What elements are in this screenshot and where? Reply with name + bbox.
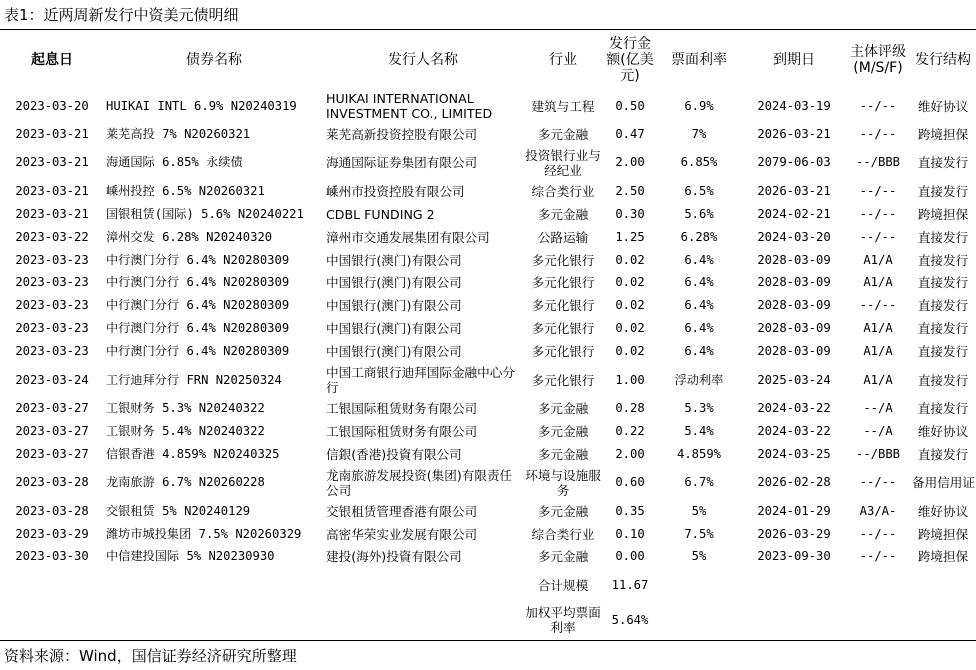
table-row [0, 466, 976, 500]
table-row [0, 294, 976, 317]
summary-avg-coupon-label: 加权平均票面利率 [525, 605, 601, 636]
cell-bond-name: HUIKAI INTL 6.9% N20240319 [106, 98, 297, 113]
cell-rating: A1/A [863, 252, 893, 267]
cell-bond-name: 龙南旅游 6.7% N20260228 [106, 475, 265, 490]
cell-date: 2023-03-21 [15, 155, 89, 170]
header-row [0, 31, 976, 89]
cell-date: 2023-03-28 [15, 475, 89, 490]
col-header-coupon: 票面利率 [671, 52, 727, 68]
cell-amount: 1.25 [615, 229, 645, 244]
cell-coupon: 5% [691, 549, 707, 564]
cell-bond-name: 潍坊市城投集团 7.5% N20260329 [106, 526, 302, 541]
cell-rating: --/-- [859, 298, 897, 313]
cell-bond-name: 中行澳门分行 6.4% N20280309 [106, 298, 290, 313]
empty-cell [324, 602, 522, 638]
table-row [0, 271, 976, 294]
cell-bond-name: 国银租赁(国际) 5.6% N20240221 [106, 206, 304, 221]
cell-structure: 维好协议 [917, 423, 969, 439]
cell-structure: 直接发行 [917, 344, 969, 360]
empty-cell [742, 602, 846, 638]
cell-industry: 多元金融 [537, 549, 589, 565]
cell-structure: 直接发行 [917, 183, 969, 199]
cell-maturity: 2026-03-29 [757, 526, 831, 541]
cell-bond-name: 工行迪拜分行 FRN N20250324 [106, 372, 282, 387]
cell-industry: 公路运输 [537, 229, 589, 245]
cell-rating: A1/A [863, 344, 893, 359]
cell-rating: --/A [863, 423, 893, 438]
empty-cell [104, 568, 324, 602]
col-header-structure: 发行结构 [915, 52, 971, 68]
cell-industry: 多元化银行 [531, 344, 595, 360]
cell-structure: 直接发行 [917, 446, 969, 462]
table-row [0, 443, 976, 466]
cell-amount: 0.02 [615, 252, 645, 267]
cell-issuer: 中国银行(澳门)有限公司 [326, 252, 462, 268]
table-row [0, 545, 976, 568]
table-top-rule [0, 29, 976, 30]
cell-maturity: 2025-03-24 [757, 372, 831, 387]
cell-structure: 直接发行 [917, 372, 969, 388]
cell-bond-name: 中行澳门分行 6.4% N20280309 [106, 321, 290, 336]
cell-structure: 维好协议 [917, 503, 969, 519]
cell-maturity: 2024-02-21 [757, 206, 831, 221]
summary-total-value: 11.67 [611, 577, 649, 592]
cell-coupon: 7% [691, 126, 707, 141]
cell-coupon: 7.5% [684, 526, 714, 541]
table-row [0, 180, 976, 203]
bond-table [0, 31, 976, 638]
cell-rating: --/-- [859, 475, 897, 490]
table-row [0, 363, 976, 397]
cell-structure: 直接发行 [917, 155, 969, 171]
cell-issuer: 嵊州市投资控股有限公司 [326, 183, 465, 199]
cell-coupon: 6.5% [684, 183, 714, 198]
cell-coupon: 5.3% [684, 400, 714, 415]
table-row [0, 249, 976, 272]
cell-issuer: 中国银行(澳门)有限公司 [326, 321, 462, 337]
empty-cell [656, 602, 742, 638]
cell-industry: 多元化银行 [531, 275, 595, 291]
cell-maturity: 2026-03-21 [757, 183, 831, 198]
cell-issuer: 龙南旅游发展投资(集团)有限责任公司 [326, 467, 513, 498]
cell-maturity: 2024-03-25 [757, 446, 831, 461]
summary-avg-coupon [0, 602, 976, 638]
cell-amount: 0.50 [615, 98, 645, 113]
cell-rating: --/-- [859, 126, 897, 141]
cell-bond-name: 中信建投国际 5% N20230930 [106, 549, 275, 564]
cell-industry: 投资银行业与经纪业 [525, 147, 601, 178]
cell-date: 2023-03-21 [15, 126, 89, 141]
cell-bond-name: 交银租赁 5% N20240129 [106, 503, 251, 518]
cell-coupon: 5.4% [684, 423, 714, 438]
cell-coupon: 6.7% [684, 475, 714, 490]
cell-rating: A1/A [863, 321, 893, 336]
cell-date: 2023-03-29 [15, 526, 89, 541]
cell-amount: 0.02 [615, 298, 645, 313]
cell-industry: 多元金融 [537, 446, 589, 462]
table-row [0, 123, 976, 146]
cell-rating: --/-- [859, 526, 897, 541]
cell-date: 2023-03-21 [15, 183, 89, 198]
cell-maturity: 2024-03-19 [757, 98, 831, 113]
cell-industry: 多元化银行 [531, 252, 595, 268]
source-note: 资料来源：Wind，国信证券经济研究所整理 [4, 647, 297, 665]
col-header-date: 起息日 [31, 52, 73, 68]
cell-industry: 多元化银行 [531, 372, 595, 388]
cell-maturity: 2026-02-28 [757, 475, 831, 490]
cell-industry: 建筑与工程 [531, 98, 595, 114]
empty-cell [846, 568, 910, 602]
cell-amount: 0.22 [615, 423, 645, 438]
cell-amount: 0.35 [615, 503, 645, 518]
cell-issuer: 漳州市交通发展集团有限公司 [326, 229, 490, 245]
cell-rating: A3/A- [859, 503, 897, 518]
cell-bond-name: 工银财务 5.3% N20240322 [106, 400, 265, 415]
cell-issuer: CDBL FUNDING 2 [326, 206, 435, 222]
cell-structure: 直接发行 [917, 252, 969, 268]
empty-cell [846, 602, 910, 638]
cell-amount: 0.60 [615, 475, 645, 490]
empty-cell [742, 568, 846, 602]
cell-bond-name: 中行澳门分行 6.4% N20280309 [106, 275, 290, 290]
cell-structure: 直接发行 [917, 400, 969, 416]
cell-amount: 0.10 [615, 526, 645, 541]
cell-coupon: 6.4% [684, 344, 714, 359]
cell-rating: --/-- [859, 206, 897, 221]
cell-amount: 0.02 [615, 344, 645, 359]
cell-amount: 2.50 [615, 183, 645, 198]
cell-structure: 直接发行 [917, 275, 969, 291]
cell-coupon: 6.85% [680, 155, 718, 170]
cell-bond-name: 漳州交发 6.28% N20240320 [106, 229, 273, 244]
cell-issuer: 工银国际租赁财务有限公司 [326, 400, 478, 416]
cell-maturity: 2023-09-30 [757, 549, 831, 564]
cell-maturity: 2079-06-03 [757, 155, 831, 170]
col-header-rating: 主体评级(M/S/F) [850, 44, 906, 76]
cell-maturity: 2024-01-29 [757, 503, 831, 518]
cell-bond-name: 莱芜高投 7% N20260321 [106, 126, 251, 141]
cell-bond-name: 中行澳门分行 6.4% N20280309 [106, 344, 290, 359]
cell-amount: 0.02 [615, 275, 645, 290]
cell-coupon: 5.6% [684, 206, 714, 221]
cell-structure: 跨境担保 [917, 549, 969, 565]
table-row [0, 397, 976, 420]
cell-maturity: 2024-03-22 [757, 423, 831, 438]
col-header-maturity: 到期日 [773, 52, 815, 68]
summary-total-label: 合计规模 [537, 577, 589, 593]
cell-rating: --/-- [859, 98, 897, 113]
table-row [0, 146, 976, 180]
table-caption: 表1：近两周新发行中资美元债明细 [4, 6, 239, 24]
table-row [0, 226, 976, 249]
cell-issuer: 信銀(香港)投資有限公司 [326, 446, 462, 462]
cell-structure: 备用信用证 [912, 475, 975, 491]
cell-rating: --/BBB [855, 446, 901, 461]
cell-coupon: 6.4% [684, 275, 714, 290]
col-header-amount: 发行金额(亿美元) [606, 36, 654, 84]
cell-industry: 环境与设施服务 [525, 467, 601, 498]
cell-bond-name: 海通国际 6.85% 永续债 [106, 155, 243, 170]
cell-coupon: 6.9% [684, 98, 714, 113]
cell-industry: 综合类行业 [531, 526, 595, 542]
cell-amount: 0.02 [615, 321, 645, 336]
cell-date: 2023-03-27 [15, 446, 89, 461]
cell-issuer: 工银国际租赁财务有限公司 [326, 423, 478, 439]
cell-issuer: 中国银行(澳门)有限公司 [326, 344, 462, 360]
cell-amount: 0.47 [615, 126, 645, 141]
cell-date: 2023-03-23 [15, 252, 89, 267]
summary-avg-coupon-value: 5.64% [611, 612, 649, 627]
cell-amount: 2.00 [615, 446, 645, 461]
col-header-industry: 行业 [549, 52, 577, 68]
cell-amount: 0.00 [615, 549, 645, 564]
cell-structure: 维好协议 [917, 98, 969, 114]
empty-cell [0, 602, 104, 638]
cell-issuer: 海通国际证券集团有限公司 [326, 155, 478, 171]
cell-issuer: 高密华荣实业发展有限公司 [326, 526, 478, 542]
cell-structure: 跨境担保 [917, 206, 969, 222]
cell-coupon: 6.4% [684, 298, 714, 313]
cell-industry: 多元化银行 [531, 298, 595, 314]
table-row [0, 500, 976, 523]
cell-bond-name: 信银香港 4.859% N20240325 [106, 446, 280, 461]
cell-maturity: 2024-03-22 [757, 400, 831, 415]
cell-bond-name: 中行澳门分行 6.4% N20280309 [106, 252, 290, 267]
cell-industry: 多元化银行 [531, 321, 595, 337]
cell-industry: 多元金融 [537, 400, 589, 416]
cell-issuer: 交银租赁管理香港有限公司 [326, 503, 478, 519]
empty-cell [910, 602, 976, 638]
cell-industry: 综合类行业 [531, 183, 595, 199]
cell-issuer: 莱芜高新投资控股有限公司 [326, 126, 478, 142]
cell-structure: 跨境担保 [917, 126, 969, 142]
cell-bond-name: 嵊州投控 6.5% N20260321 [106, 183, 265, 198]
table-bottom-rule [0, 640, 976, 641]
table-row [0, 317, 976, 340]
cell-maturity: 2024-03-20 [757, 229, 831, 244]
cell-coupon: 6.4% [684, 321, 714, 336]
empty-cell [0, 568, 104, 602]
cell-date: 2023-03-23 [15, 321, 89, 336]
cell-industry: 多元金融 [537, 503, 589, 519]
cell-amount: 2.00 [615, 155, 645, 170]
empty-cell [910, 568, 976, 602]
cell-structure: 直接发行 [917, 229, 969, 245]
cell-bond-name: 工银财务 5.4% N20240322 [106, 423, 265, 438]
cell-rating: --/-- [859, 183, 897, 198]
cell-date: 2023-03-27 [15, 400, 89, 415]
table-row [0, 420, 976, 443]
cell-rating: --/BBB [855, 155, 901, 170]
table-body [0, 89, 976, 638]
cell-amount: 0.28 [615, 400, 645, 415]
cell-maturity: 2028-03-09 [757, 252, 831, 267]
cell-maturity: 2028-03-09 [757, 298, 831, 313]
cell-date: 2023-03-23 [15, 275, 89, 290]
cell-maturity: 2028-03-09 [757, 275, 831, 290]
cell-coupon: 4.859% [676, 446, 722, 461]
summary-total [0, 568, 976, 602]
col-header-bond: 债券名称 [186, 52, 242, 68]
cell-coupon: 6.4% [684, 252, 714, 267]
cell-date: 2023-03-28 [15, 503, 89, 518]
cell-rating: A1/A [863, 372, 893, 387]
empty-cell [324, 568, 522, 602]
cell-coupon: 6.28% [680, 229, 718, 244]
table-row [0, 523, 976, 546]
cell-date: 2023-03-22 [15, 229, 89, 244]
empty-cell [656, 568, 742, 602]
empty-cell [104, 602, 324, 638]
cell-structure: 跨境担保 [917, 526, 969, 542]
table-row [0, 340, 976, 363]
col-header-issuer: 发行人名称 [388, 52, 458, 68]
cell-maturity: 2026-03-21 [757, 126, 831, 141]
cell-coupon: 浮动利率 [674, 372, 724, 387]
cell-issuer: 中国银行(澳门)有限公司 [326, 298, 462, 314]
cell-maturity: 2028-03-09 [757, 344, 831, 359]
cell-coupon: 5% [691, 503, 707, 518]
table-row [0, 89, 976, 123]
cell-date: 2023-03-20 [15, 98, 89, 113]
cell-structure: 直接发行 [917, 321, 969, 337]
cell-date: 2023-03-30 [15, 549, 89, 564]
cell-rating: A1/A [863, 275, 893, 290]
cell-rating: --/-- [859, 549, 897, 564]
table-row [0, 203, 976, 226]
cell-issuer: 中国工商银行迪拜国际金融中心分行 [326, 365, 515, 396]
cell-issuer: 建投(海外)投資有限公司 [326, 549, 462, 565]
cell-industry: 多元金融 [537, 423, 589, 439]
cell-date: 2023-03-23 [15, 344, 89, 359]
cell-amount: 0.30 [615, 206, 645, 221]
cell-rating: --/-- [859, 229, 897, 244]
cell-industry: 多元金融 [537, 206, 589, 222]
cell-rating: --/A [863, 400, 893, 415]
cell-industry: 多元金融 [537, 126, 589, 142]
cell-date: 2023-03-23 [15, 298, 89, 313]
cell-structure: 直接发行 [917, 298, 969, 314]
cell-date: 2023-03-21 [15, 206, 89, 221]
cell-issuer: HUIKAI INTERNATIONAL INVESTMENT CO., LIMITED [326, 91, 493, 121]
cell-date: 2023-03-24 [15, 372, 89, 387]
cell-date: 2023-03-27 [15, 423, 89, 438]
cell-maturity: 2028-03-09 [757, 321, 831, 336]
cell-issuer: 中国银行(澳门)有限公司 [326, 275, 462, 291]
cell-amount: 1.00 [615, 372, 645, 387]
